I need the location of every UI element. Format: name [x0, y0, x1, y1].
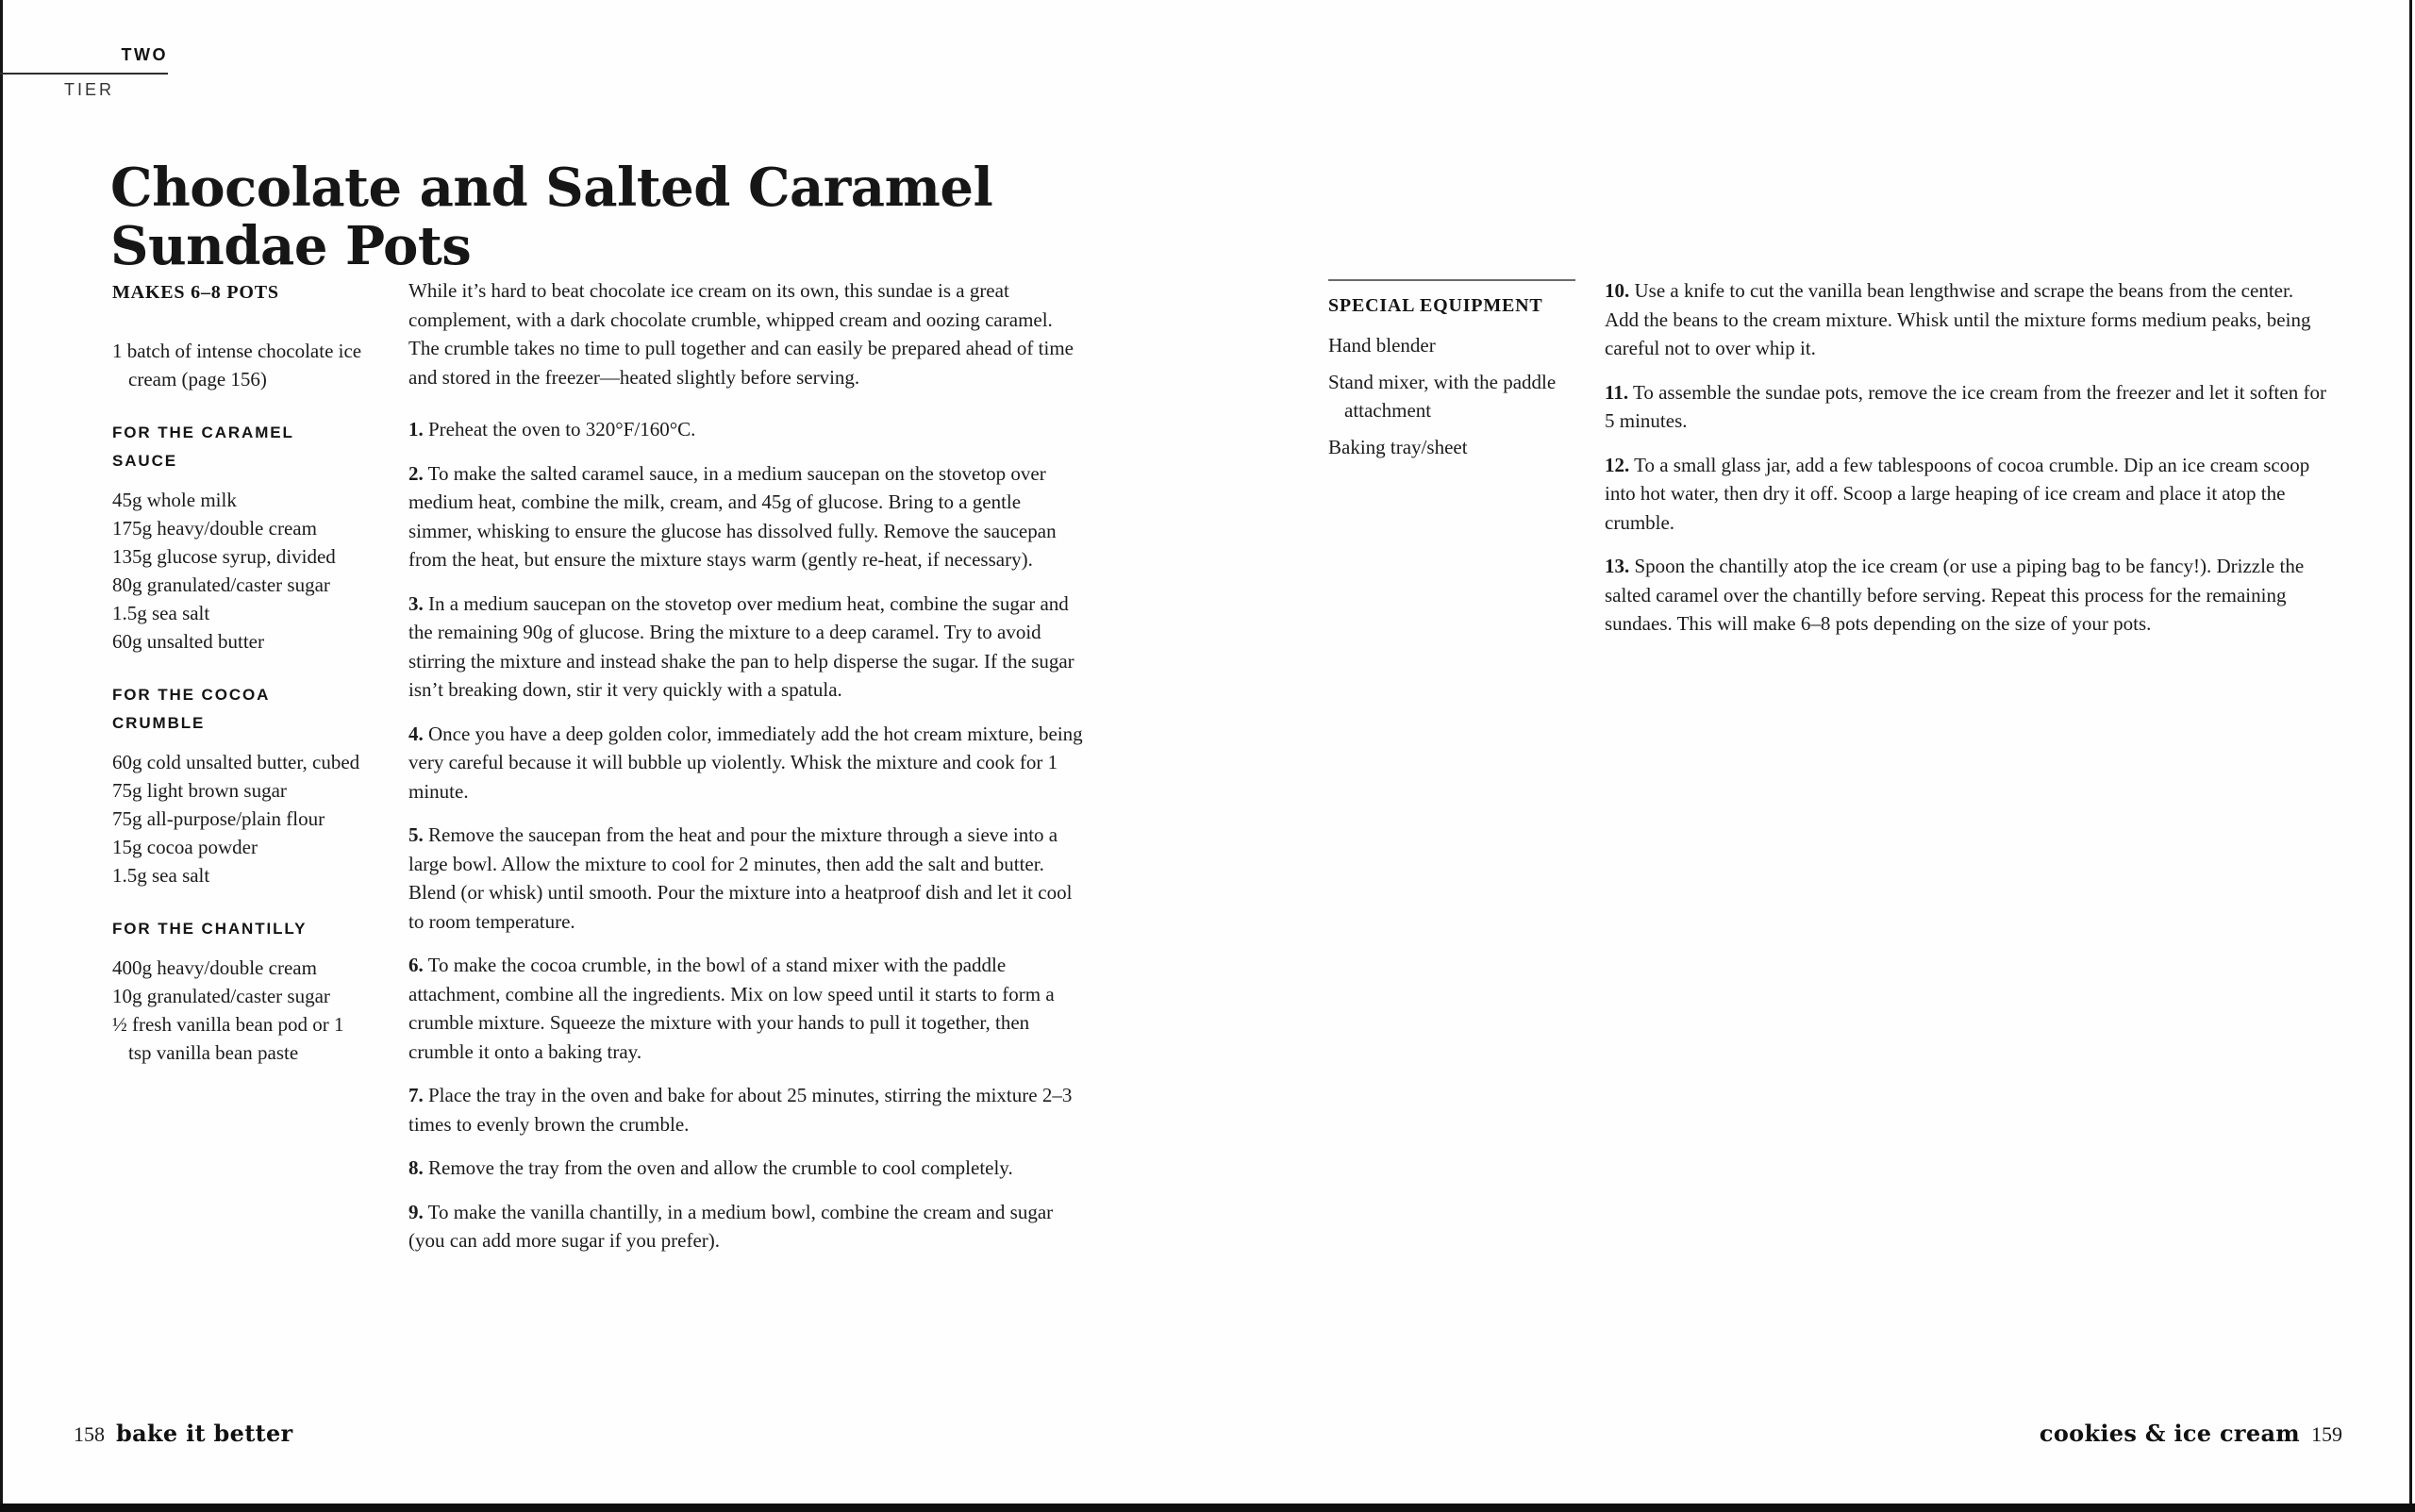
ingredient-section-heading: FOR THE COCOA CRUMBLE [112, 686, 270, 732]
step-text: Use a knife to cut the vanilla bean lengthwise and scrape the beans from the center. Add the beans to the cream mixture. Whisk until the mixture forms medium peaks, being careful not to over whip it. [1605, 279, 2311, 359]
step-text: Spoon the chantilly atop the ice cream (or use a piping bag to be fancy!). Drizzle the salted caramel over the chantilly before serving. Repeat this process for the remaining sundaes. This will make 6–8 pots depending on the size of your pots. [1605, 555, 2305, 635]
step-number: 6. [408, 954, 424, 976]
step [408, 459, 1086, 574]
step-text: To make the salted caramel sauce, in a medium saucepan on the stovetop over medium heat, combine the milk, cream, and 45g of glucose. Bring to a gentle simmer, whisking to ensure the glucose has dissolved fully. Remove the saucepan from the heat, but ensure the mixture stays warm (gently re-heat, if necessary). [408, 461, 1057, 571]
step-number: 10. [1605, 279, 1630, 302]
step [408, 590, 1086, 705]
recipe-intro: While it’s hard to beat chocolate ice cream on its own, this sundae is a great complement, with a dark chocolate crumble, whipped cream and oozing caramel. The crumble takes no time to pull together and can easily be prepared ahead of time and stored in the freezer—heated slightly before serving. [408, 279, 1074, 389]
step-text: Place the tray in the oven and bake for about 25 minutes, stirring the mixture 2–3 times to evenly brown the crumble. [408, 1084, 1073, 1136]
step-text: To a small glass jar, add a few tablespoons of cocoa crumble. Dip an ice cream scoop into hot water, then dry it off. Scoop a large heaping of ice cream and place it atop the crumble. [1605, 453, 2310, 534]
ingredient-item: 75g all-purpose/plain flour [112, 807, 325, 830]
ingredient-item: 80g granulated/caster sugar [112, 573, 330, 596]
equipment-item: Hand blender [1328, 334, 1436, 357]
equipment-heading: SPECIAL EQUIPMENT [1328, 295, 1543, 316]
step-text: To make the cocoa crumble, in the bowl of a stand mixer with the paddle attachment, combine all the ingredients. Mix on low speed until it starts to form a crumble mixture. Squeeze the mixture with your hands to pull it together, then crumble it onto a baking tray. [408, 954, 1055, 1063]
ingredient-item: 45g whole milk [112, 489, 237, 511]
ingredient-item: 1.5g sea salt [112, 864, 210, 887]
ingredient-section-heading: FOR THE CHANTILLY [112, 920, 308, 938]
step [408, 1198, 1086, 1255]
ingredient-item: 60g cold unsalted butter, cubed [112, 751, 360, 773]
equipment-box [1328, 279, 1575, 461]
step-number: 4. [408, 722, 424, 745]
page-number-right: 159 [2311, 1422, 2342, 1446]
page-edge-bottom [0, 1504, 2415, 1512]
equipment-item: Stand mixer, with the paddle attachment [1328, 371, 1557, 422]
chapter-marker-rule [0, 73, 168, 75]
step-text: Remove the tray from the oven and allow the crumble to cool completely. [428, 1156, 1013, 1179]
step-text: To make the vanilla chantilly, in a medium bowl, combine the cream and sugar (you can add more sugar if you prefer). [408, 1200, 1054, 1252]
step-text: Preheat the oven to 320°F/160°C. [428, 418, 696, 440]
recipe-title [110, 158, 992, 276]
step-number: 7. [408, 1084, 424, 1106]
ingredient-item: 10g granulated/caster sugar [112, 985, 330, 1007]
step [408, 415, 1086, 444]
chapter-marker-top: TWO [121, 45, 168, 64]
ingredient-item: 400g heavy/double cream [112, 956, 317, 979]
step [408, 821, 1086, 936]
footer-right [2040, 1420, 2342, 1447]
step-text: To assemble the sundae pots, remove the ice cream from the freezer and let it soften for 5 minutes. [1605, 380, 2326, 432]
step-text: Remove the saucepan from the heat and pour the mixture through a sieve into a large bowl. Allow the mixture to cool for 2 minutes, then add the salt and butter. Blend (or whisk) until smooth. Pour the mixture into a heatproof dish and let it cool to room temperature. [408, 823, 1073, 933]
step [408, 1154, 1086, 1183]
ingredient-item: 60g unsalted butter [112, 630, 264, 653]
step [408, 720, 1086, 806]
step [1605, 552, 2327, 639]
yield-label: MAKES 6–8 POTS [112, 282, 279, 303]
step-number: 11. [1605, 380, 1629, 404]
step [408, 1081, 1086, 1138]
ingredient-item: 1.5g sea salt [112, 602, 210, 624]
chapter-title: cookies & ice cream [2039, 1420, 2300, 1447]
step-number: 13. [1605, 555, 1630, 577]
page-edge-right [2409, 0, 2412, 1512]
ingredient-item: 135g glucose syrup, divided [112, 545, 336, 568]
step-number: 5. [408, 823, 424, 846]
ingredient-item: 1 batch of intense chocolate ice cream (page 156) [112, 340, 362, 390]
step-number: 2. [408, 461, 424, 485]
footer-left [74, 1420, 292, 1447]
method-column-left [408, 276, 1086, 1271]
ingredient-section-heading: FOR THE CARAMEL SAUCE [112, 424, 294, 470]
ingredient-item: 15g cocoa powder [112, 836, 258, 858]
ingredients-column [112, 278, 365, 1067]
book-title: bake it better [116, 1420, 293, 1447]
equipment-item: Baking tray/sheet [1328, 436, 1468, 458]
step [1605, 276, 2327, 363]
page-edge-left [0, 0, 3, 1512]
recipe-title-line2: Sundae Pots [110, 215, 472, 278]
step-number: 1. [408, 418, 424, 440]
step-number: 9. [408, 1200, 424, 1223]
step-number: 3. [408, 591, 424, 615]
equipment-column [1328, 279, 1575, 470]
step [1605, 451, 2327, 538]
recipe-title-line1: Chocolate and Salted Caramel [110, 156, 993, 219]
chapter-marker-bottom: TIER [64, 80, 115, 99]
step-number: 12. [1605, 453, 1630, 476]
step-text: In a medium saucepan on the stovetop over medium heat, combine the sugar and the remaining 90g of glucose. Bring the mixture to a deep caramel. Try to avoid stirring the mixture and instead shake the pan to help disperse the sugar. If the sugar isn’t breaking down, stir it very quickly with a spatula. [408, 591, 1074, 701]
ingredient-item: ½ fresh vanilla bean pod or 1 tsp vanilla bean paste [112, 1013, 344, 1064]
ingredient-item: 175g heavy/double cream [112, 517, 317, 540]
step-number: 8. [408, 1156, 424, 1179]
step-text: Once you have a deep golden color, immediately add the hot cream mixture, being very careful because it will bubble up violently. Whisk the mixture and cook for 1 minute. [408, 722, 1083, 803]
step [408, 951, 1086, 1066]
step [1605, 378, 2327, 436]
ingredient-item: 75g light brown sugar [112, 779, 287, 802]
page-number-left: 158 [74, 1422, 105, 1446]
method-column-right [1605, 276, 2327, 654]
